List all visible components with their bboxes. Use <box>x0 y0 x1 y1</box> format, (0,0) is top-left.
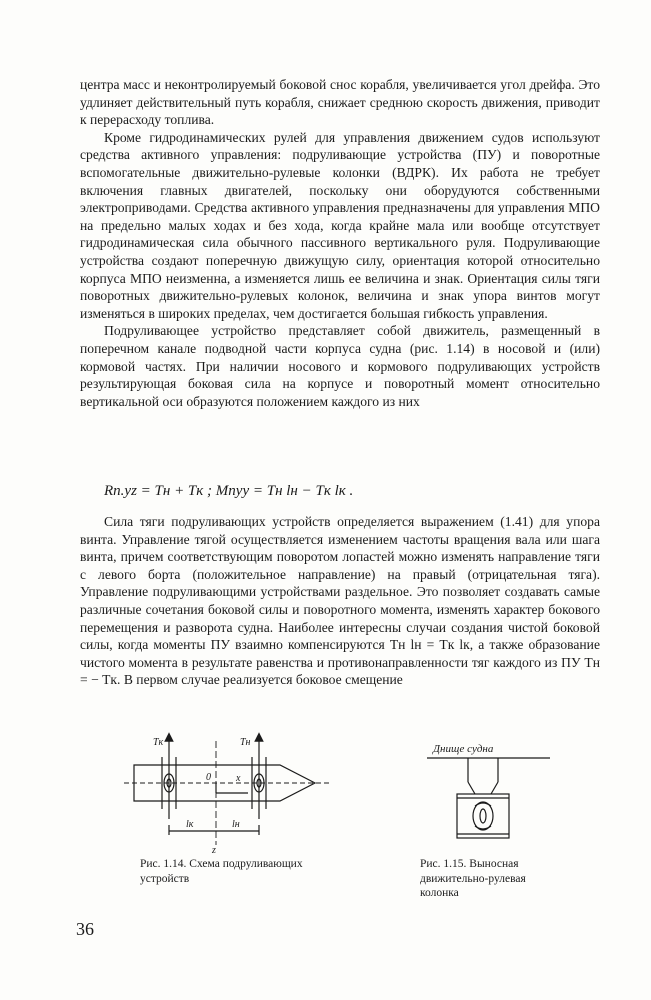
figure-1-15-caption: Рис. 1.15. Выносная движительно-рулевая колонка <box>420 858 526 899</box>
paragraph-4: Сила тяги подруливающих устройств определяется выражением (1.41) для упора винта. Управление тягой осуществляется изменением частоты вращения вала или шага винта, причем соответствующим поворотом лопастей можно изменять направление тяги с левого борта (положительное направление) на правый (отрицательная тяга). Управление подруливающими устройствами раздельное. Это позволяет создавать самые различные сочетания боковой силы и поворотного момента, изменять характер бокового перемещения и разворота судна. Наиболее интересны случаи создания чистой боковой силы, когда моменты ПУ взаимно компенсируются Tн lн = Tк lк, а также образование чистого момента в результате равенства и противонаправленности тяг каждого из ПУ Tн = − Tк. В первом случае реализуется боковое смещение <box>80 514 600 688</box>
body-text-block-2 <box>80 513 600 689</box>
label-tk: Tк <box>153 737 164 748</box>
page-number: 36 <box>76 919 94 939</box>
paragraph-2: Кроме гидродинамических рулей для управления движением судов используют средства активного управления: подруливающие устройства (ПУ) и поворотные вспомогательные движительно-рулевые колонки (ВДРК). Их работа не требует включения главных двигателей, поскольку они оборудуются собственными электроприводами. Средства активного управления предназначены для управления МПО на предельно малых ходах и без хода, когда крайне мала или вообще отсутствует гидродинамическая сила обычного пассивного вертикального руля. Подруливающие устройства создают поперечную движущую силу, ориентация которой относительно корпуса МПО неизменна, а изменяется лишь ее величина и знак. Ориентация силы тяги поворотных движительно-рулевых колонок, величина и знак упора винтов могут изменяться в широких пределах, чем достигается большая гибкость управления. <box>80 129 600 321</box>
paragraph-3: Подруливающее устройство представляет собой движитель, размещенный в поперечном канале подводной части корпуса судна (рис. 1.14) в носовой и (или) кормовой частях. При наличии носового и кормового подруливающих устройств результирующая боковая сила на корпусе и поворотный момент относительно вертикальной оси образуются положением каждого из них <box>80 323 600 409</box>
label-ship-bottom: Днище судна <box>433 743 494 755</box>
body-text-block-1 <box>80 76 600 410</box>
label-z: z <box>212 845 216 856</box>
label-x: x <box>236 773 241 784</box>
label-lk: lк <box>186 819 194 830</box>
paragraph-1: центра масс и неконтролируемый боковой снос корабля, увеличивается угол дрейфа. Это удлиняет действительный путь корабля, снижает среднюю скорость движения, приводит к перерасходу топлива. <box>80 77 600 128</box>
label-tn: Tн <box>240 737 251 748</box>
figure-1-15-azimuth-thruster <box>425 738 555 858</box>
formula-side-force-moment: Rп.yz = Tн + Tк ; Mпyy = Tн lн − Tк lк . <box>104 483 354 499</box>
label-ln: lн <box>232 819 240 830</box>
figure-1-14-caption: Рис. 1.14. Схема подруливающих устройств <box>140 858 303 885</box>
figure-1-14-thruster-scheme <box>120 735 340 855</box>
label-o: 0 <box>206 772 211 783</box>
thruster-nozzle <box>457 794 509 838</box>
